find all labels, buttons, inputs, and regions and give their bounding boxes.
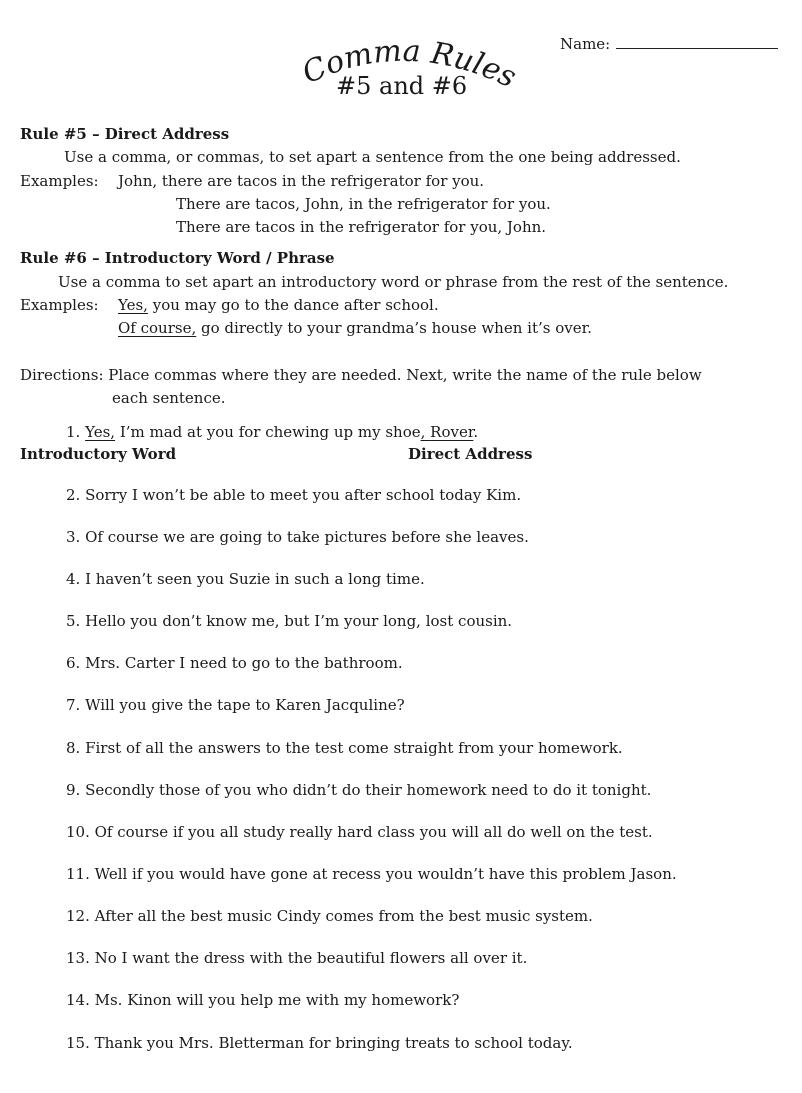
page-title (296, 38, 526, 110)
answer-direct-address: Direct Address (408, 445, 533, 463)
question-6: 6. Mrs. Carter I need to go to the bathroom. (66, 654, 403, 672)
answer-introductory-word: Introductory Word (20, 445, 177, 463)
rule6-example-2-rest: go directly to your grandma’s house when it’s over. (201, 319, 592, 337)
rule6-example-1 (118, 296, 439, 314)
example-underline-yes: Yes, (85, 423, 116, 441)
question-2: 2. Sorry I won’t be able to meet you after school today Kim. (66, 486, 522, 504)
question-4: 4. I haven’t seen you Suzie in such a long time. (66, 570, 425, 588)
question-3: 3. Of course we are going to take pictures before she leaves. (66, 528, 529, 546)
question-5: 5. Hello you don’t know me, but I’m your long, lost cousin. (66, 612, 513, 630)
rule6-examples-label: Examples: (20, 296, 99, 314)
example-question-number: 1. (66, 423, 81, 441)
rule6-description: Use a comma to set apart an introductory word or phrase from the rest of the sentence. (58, 273, 729, 291)
rule5-description: Use a comma, or commas, to set apart a sentence from the one being addressed. (64, 148, 681, 166)
question-13: 13. No I want the dress with the beautiful flowers all over it. (66, 949, 528, 967)
question-15: 15. Thank you Mrs. Bletterman for bringing treats to school today. (66, 1034, 573, 1052)
question-14: 14. Ms. Kinon will you help me with my homework? (66, 991, 460, 1009)
directions-line-1: Directions: Place commas where they are needed. Next, write the name of the rule below (20, 366, 702, 384)
example-question-1 (66, 423, 478, 441)
rule6-example-2-intro: Of course, (118, 319, 197, 337)
rule5-heading: Rule #5 – Direct Address (20, 125, 230, 143)
question-7: 7. Will you give the tape to Karen Jacquline? (66, 696, 405, 714)
title-line-1: Comma Rules (297, 38, 522, 96)
example-question-text: I’m mad at you for chewing up my shoe (119, 423, 421, 441)
rule6-heading: Rule #6 – Introductory Word / Phrase (20, 249, 335, 267)
question-8: 8. First of all the answers to the test come straight from your homework. (66, 739, 623, 757)
question-9: 9. Secondly those of you who didn’t do their homework need to do it tonight. (66, 781, 652, 799)
directions-line-2: each sentence. (112, 389, 226, 407)
rule6-example-1-rest: you may go to the dance after school. (152, 296, 439, 314)
example-question-end: . (473, 423, 479, 441)
rule5-example-3: There are tacos in the refrigerator for you, John. (176, 218, 547, 236)
title-line-2: #5 and #6 (336, 72, 468, 100)
name-label: Name: (560, 35, 611, 53)
example-underline-rover: , Rover (420, 423, 474, 441)
name-blank (616, 34, 778, 49)
question-11: 11. Well if you would have gone at recess you wouldn’t have this problem Jason. (66, 865, 677, 883)
question-10: 10. Of course if you all study really hard class you will all do well on the test. (66, 823, 653, 841)
rule5-example-1: John, there are tacos in the refrigerator for you. (118, 172, 485, 190)
rule6-example-1-intro: Yes, (118, 296, 148, 314)
rule5-example-2: There are tacos, John, in the refrigerator for you. (176, 195, 551, 213)
question-12: 12. After all the best music Cindy comes from the best music system. (66, 907, 593, 925)
rule5-examples-label: Examples: (20, 172, 99, 190)
name-field (560, 34, 778, 53)
rule6-example-2 (118, 319, 592, 337)
